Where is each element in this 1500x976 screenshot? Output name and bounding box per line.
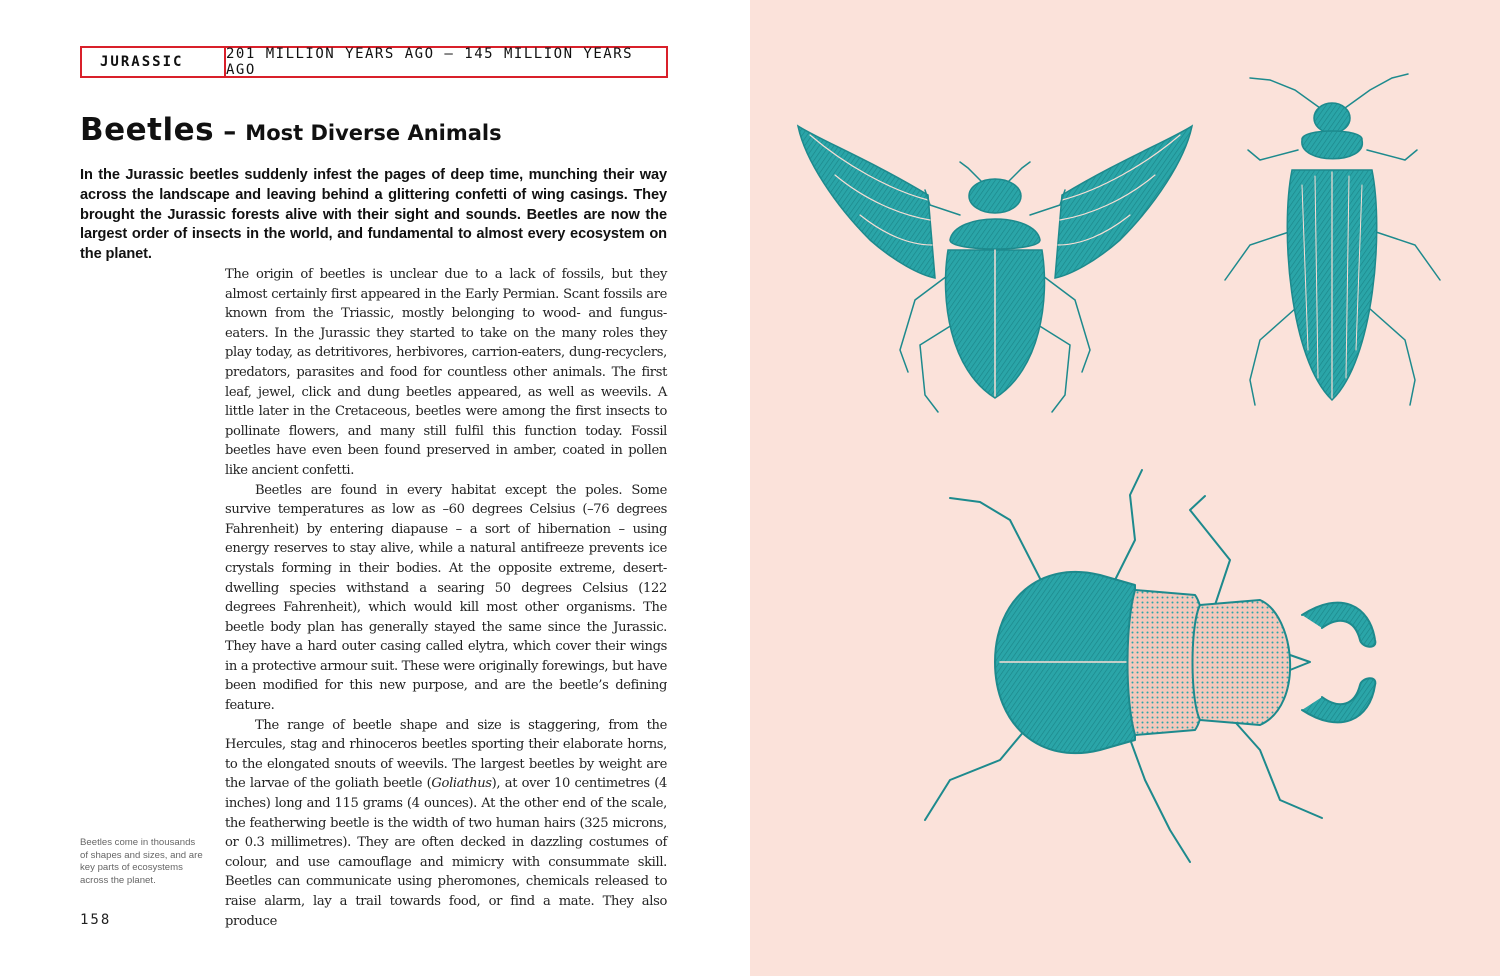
body-paragraph-3-start: The range of beetle shape and size is staggering, from the Hercules, stag and rhinoceros beetles sporting their elaborate horns, to the elongated snouts of weevils. The largest beetles by weight are the larvae of the goliath beetle ( [225,717,667,792]
intro-paragraph: In the Jurassic beetles suddenly infest the pages of deep time, munching their way across the landscape and leaving behind a glittering confetti of wing casings. They brought the Jurassic forests alive with their sight and sounds. Beetles are now the largest order of insects in the world, and fundamental to almost every ecosystem on the planet. [80,167,667,263]
page-title [80,112,502,148]
ground-beetle-illustration [1225,74,1440,405]
body-paragraph-2: Beetles are found in every habitat except the poles. Some survive temperatures as low as –60 degrees Celsius (–76 degrees Fahrenheit) by entering diapause – a sort of hibernation – using energy reserves to stay alive, while a natural antifreeze prevents ice crystals forming in their bodies. At the opposite extreme, desert-dwelling species withstand a searing 50 degrees Celsius (122 degrees Fahrenheit), which would kill most other organisms. The beetle body plan has generally stayed the same since the Jurassic. They have a hard outer casing called elytra, which cover their wings in a protective armour suit. These were originally forewings, but have been modified for this new purpose, and are the beetle’s defining feature. [225,482,667,714]
image-caption: Beetles come in thousands of shapes and sizes, and are key parts of ecosystems across the planet. [80,837,203,886]
body-paragraph-1: The origin of beetles is unclear due to a lack of fossils, but they almost certainly first appeared in the Early Permian. Scant fossils are known from the Triassic, mostly belonging to wood- and fungus-eaters. In the Jurassic they started to take on the many roles they play today, as detritivores, herbivores, carrion-eaters, dung-recyclers, predators, parasites and food for countless other animals. The first leaf, jewel, click and dung beetles appeared, as well as weevils. A little later in the Cretaceous, beetles were among the first insects to pollinate flowers, and many still fulfil this function today. Fossil beetles have even been found preserved in amber, coated in pollen like ancient confetti. [225,267,667,478]
era-date-range: 201 MILLION YEARS AGO – 145 MILLION YEARS AGO [226,46,634,78]
page-number: 158 [80,912,112,928]
title-dash: – [223,117,237,147]
body-paragraph-3 [225,716,667,932]
era-name: JURASSIC [82,48,226,76]
right-page-illustrations [750,0,1500,976]
title-subtitle: Most Diverse Animals [245,121,502,145]
body-paragraph-3-end: ), at over 10 centimetres (4 inches) long and 115 grams (4 ounces). At the other end of the scale, the featherwing beetle is the width of two human hairs (325 microns, or 0.3 millimetres). They are often decked in dazzling costumes of colour, and use camouflage and mimicry with consummate skill. Beetles can communicate using pheromones, chemicals released to raise alarm, lay a trail towards food, or find a mate. They also produce [225,776,668,929]
genus-name: Goliathus [431,776,492,792]
beetle-illustrations [750,0,1500,976]
body-text [225,265,667,931]
era-header-box [80,46,668,78]
stag-beetle-illustration [925,470,1375,862]
title-main: Beetles [80,112,215,148]
winged-beetle-illustration [798,126,1192,412]
